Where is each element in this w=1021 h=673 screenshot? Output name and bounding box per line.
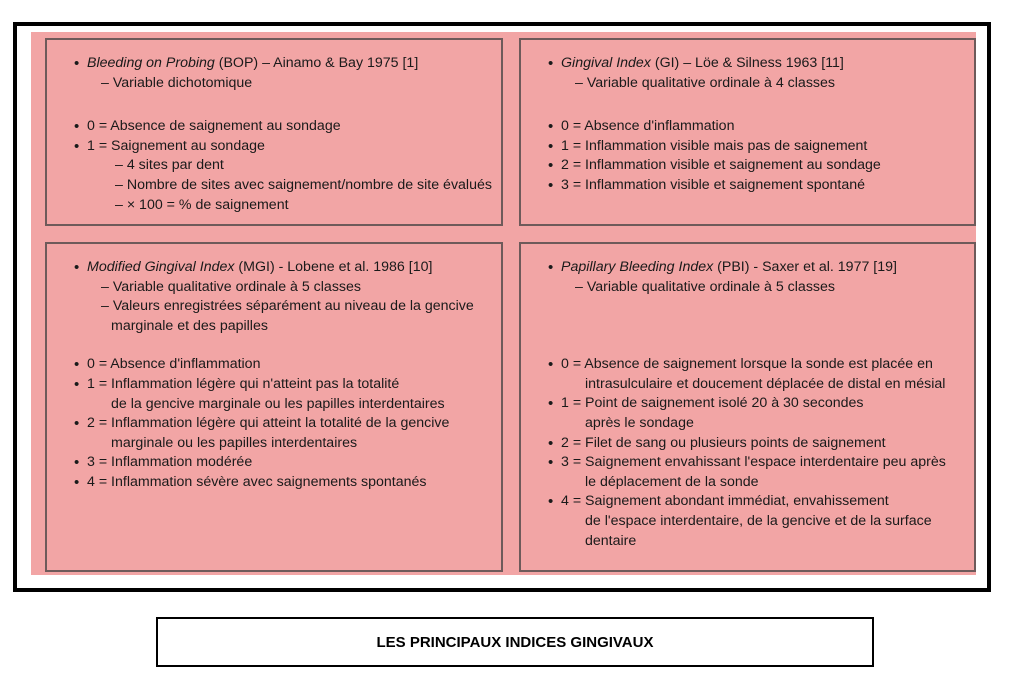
score-item: • 0 = Absence de saignement lorsque la sonde est placée en [561, 355, 964, 375]
score-item: • 2 = Inflammation visible et saignement au sondage [561, 156, 964, 176]
index-citation: (PBI) - Saxer et al. 1977 [19] [713, 259, 897, 275]
index-citation: (BOP) – Ainamo & Bay 1975 [1] [214, 55, 419, 71]
score-item: • 4 = Inflammation sévère avec saignements spontanés [87, 473, 491, 493]
score-item-cont: marginale ou les papilles interdentaires [111, 434, 358, 451]
panel-heading [561, 258, 964, 278]
caption-text: LES PRINCIPAUX INDICES GINGIVAUX [376, 633, 654, 651]
score-item: • 0 = Absence d'inflammation [561, 117, 964, 137]
indices-figure [31, 32, 976, 575]
score-item: • 1 = Saignement au sondage [87, 137, 491, 157]
score-item-cont: après le sondage [585, 414, 694, 431]
score-item: • 1 = Point de saignement isolé 20 à 30 secondes [561, 394, 964, 414]
score-item-cont: de l'espace interdentaire, de la gencive et de la surface [585, 512, 932, 529]
panel-pbi [519, 242, 976, 572]
variable-type: – Variable dichotomique [101, 74, 253, 91]
score-subitem: – 4 sites par dent [115, 157, 224, 174]
variable-type: – Variable qualitative ordinale à 4 classes [575, 74, 835, 91]
score-subitem: – Nombre de sites avec saignement/nombre de site évalués [115, 176, 492, 193]
variable-type: – Variable qualitative ordinale à 5 classes [575, 278, 835, 295]
index-citation: (MGI) - Lobene et al. 1986 [10] [234, 259, 433, 275]
score-item-cont: intrasulculaire et doucement déplacée de distal en mésial [585, 375, 946, 392]
panel-heading [87, 258, 491, 278]
index-name: Gingival Index [561, 55, 651, 71]
caption-box [156, 617, 874, 667]
score-item-cont: de la gencive marginale ou les papilles interdentaires [111, 395, 445, 412]
score-item: • 1 = Inflammation légère qui n'atteint pas la totalité [87, 375, 491, 395]
score-item-cont: dentaire [585, 532, 637, 549]
score-item: • 3 = Inflammation modérée [87, 453, 491, 473]
index-name: Modified Gingival Index [87, 259, 235, 275]
score-item: • 0 = Absence de saignement au sondage [87, 117, 491, 137]
score-subitem: – × 100 = % de saignement [115, 196, 289, 213]
panel-mgi [45, 242, 503, 572]
score-item: • 0 = Absence d'inflammation [87, 355, 491, 375]
score-item: • 2 = Inflammation légère qui atteint la totalité de la gencive [87, 414, 491, 434]
panel-heading [87, 54, 491, 74]
score-item: • 2 = Filet de sang ou plusieurs points de saignement [561, 434, 964, 454]
index-citation: (GI) – Löe & Silness 1963 [11] [650, 55, 844, 71]
variable-note-cont: marginale et des papilles [111, 317, 268, 334]
score-item-cont: le déplacement de la sonde [585, 473, 759, 490]
score-item: • 3 = Saignement envahissant l'espace interdentaire peu après [561, 453, 964, 473]
panel-gi [519, 38, 976, 226]
variable-note: – Valeurs enregistrées séparément au niveau de la gencive [101, 298, 474, 315]
variable-type: – Variable qualitative ordinale à 5 classes [101, 278, 361, 295]
score-item: • 1 = Inflammation visible mais pas de saignement [561, 137, 964, 157]
panel-bop [45, 38, 503, 226]
index-name: Bleeding on Probing [87, 55, 215, 71]
score-item: • 4 = Saignement abondant immédiat, envahissement [561, 492, 964, 512]
index-name: Papillary Bleeding Index [561, 259, 714, 275]
panel-heading [561, 54, 964, 74]
score-item: • 3 = Inflammation visible et saignement spontané [561, 176, 964, 196]
